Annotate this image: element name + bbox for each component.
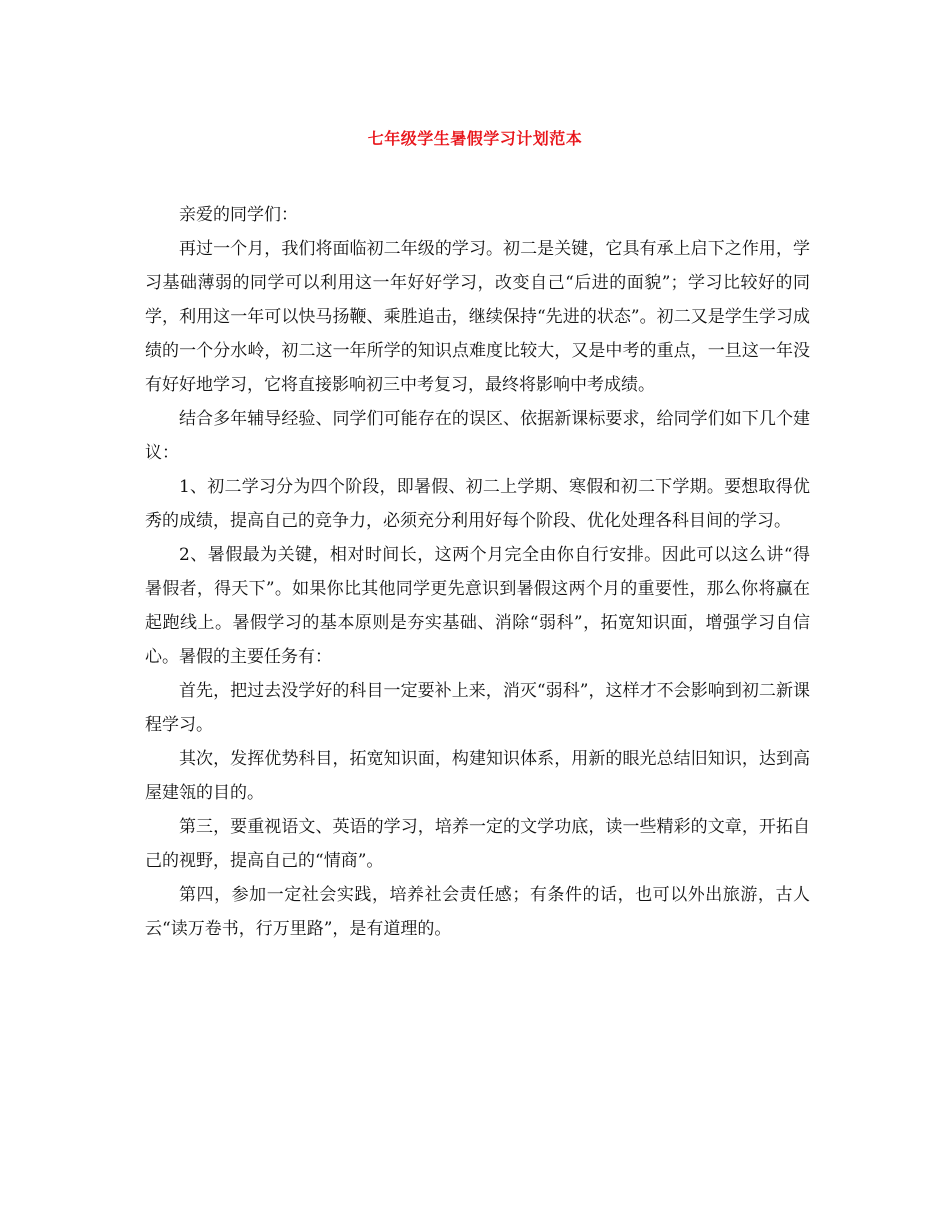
paragraph-task-third: 第三，要重视语文、英语的学习，培养一定的文学功底，读一些精彩的文章，开拓自己的视野，提高自己的“情商”。: [145, 817, 810, 871]
paragraph-suggestion-1: 1、初二学习分为四个阶段，即暑假、初二上学期、寒假和初二下学期。要想取得优秀的成绩，提高自己的竞争力，必须充分利用好每个阶段、优化处理各科目间的学习。: [145, 477, 810, 531]
paragraph-task-fourth: 第四，参加一定社会实践，培养社会责任感；有条件的话，也可以外出旅游，古人云“读万卷书，行万里路”，是有道理的。: [145, 885, 810, 939]
paragraph-suggestions-lead: 结合多年辅导经验、同学们可能存在的误区、依据新课标要求，给同学们如下几个建议：: [145, 409, 810, 463]
document-title: 七年级学生暑假学习计划范本: [367, 129, 583, 148]
paragraph-suggestion-2: 2、暑假最为关键，相对时间长，这两个月完全由你自行安排。因此可以这么讲“得暑假者，得天下”。如果你比其他同学更先意识到暑假这两个月的重要性，那么你将赢在起跑线上。暑假学习的基本原则是夯实基础、消除“弱科”，拓宽知识面，增强学习自信心。暑假的主要任务有：: [145, 545, 810, 667]
paragraph-intro: 再过一个月，我们将面临初二年级的学习。初二是关键，它具有承上启下之作用，学习基础薄弱的同学可以利用这一年好好学习，改变自己“后进的面貌”；学习比较好的同学，利用这一年可以快马扬鞭、乘胜追击，继续保持“先进的状态”。初二又是学生学习成绩的一个分水岭，初二这一年所学的知识点难度比较大，又是中考的重点，一旦这一年没有好好地学习，它将直接影响初三中考复习，最终将影响中考成绩。: [145, 239, 810, 395]
paragraph-task-second: 其次，发挥优势科目，拓宽知识面，构建知识体系，用新的眼光总结旧知识，达到高屋建瓴的目的。: [145, 749, 810, 803]
document-body: [145, 198, 810, 946]
paragraph-greeting: 亲爱的同学们：: [179, 205, 298, 225]
paragraph-task-first: 首先，把过去没学好的科目一定要补上来，消灭“弱科”，这样才不会影响到初二新课程学习。: [145, 681, 810, 735]
